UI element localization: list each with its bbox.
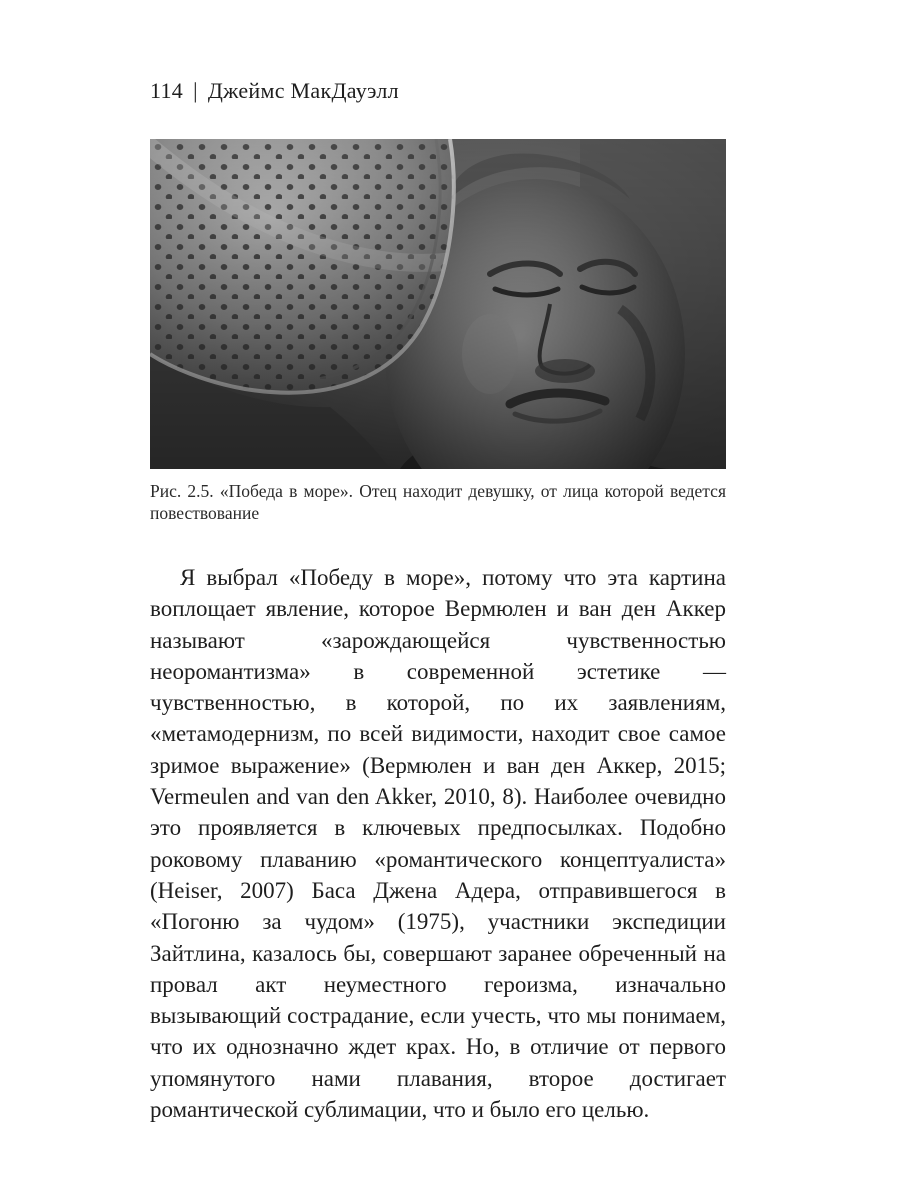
page-number: 114 xyxy=(150,78,184,103)
film-still-photo xyxy=(150,139,726,469)
header-separator: | xyxy=(193,78,198,103)
figure-image xyxy=(150,139,726,469)
body-paragraph: Я выбрал «Победу в море», потому что эта картина воплощает явление, которое Вермюлен и ван ден Аккер называют «зарождающейся чувственностью неоромантизма» в современной эстетике — чувственностью, в которой, по их заявлениям, «метамодернизм, по всей видимости, находит свое самое зримое выражение» (Вермюлен и ван ден Аккер, 2015; Vermeulen and van den Akker, 2010, 8). Наиболее очевидно это проявляется в ключевых предпосылках. Подобно роковому плаванию «романтического концептуалиста» (Heiser, 2007) Баса Джена Адера, отправившегося в «Погоню за чудом» (1975), участники экспедиции Зайтлина, казалось бы, совершают заранее обреченный на провал акт неуместного героизма, изначально вызывающий сострадание, если учесть, что мы понимаем, что их однозначно ждет крах. Но, в отличие от первого упомянутого нами плавания, второе достигает романтической сублимации, что и было его целью. xyxy=(150,565,726,1123)
running-head xyxy=(150,78,399,104)
figure-caption: Рис. 2.5. «Победа в море». Отец находит девушку, от лица которой ведется повествование xyxy=(150,481,726,523)
author-name: Джеймс МакДауэлл xyxy=(207,78,399,103)
